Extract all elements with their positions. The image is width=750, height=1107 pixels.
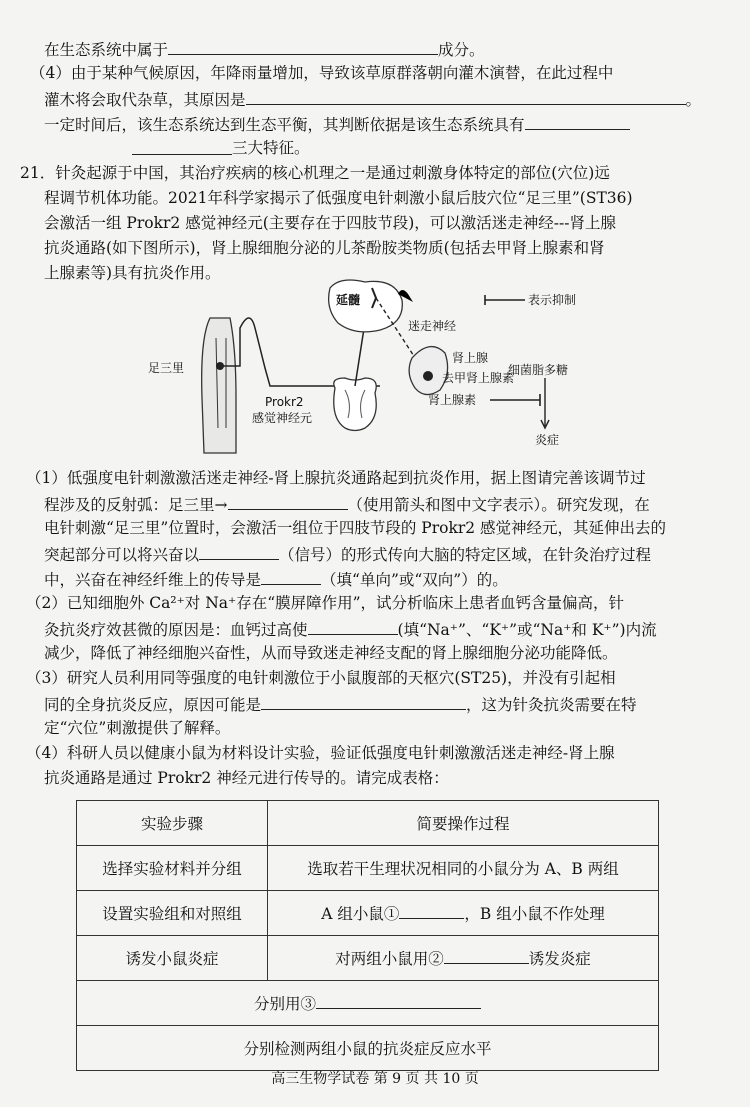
answer-blank-reflex-arc[interactable] [228,493,348,510]
q21-intro-5: 上腺素等)具有抗炎作用。 [44,264,221,282]
q21-4-line-2: 抗炎通路是通过 Prokr2 神经元进行传导的。请完成表格： [44,769,449,787]
table-row [77,846,659,891]
q21-3-line-3: 定“穴位”刺激提供了解释。 [44,719,231,737]
table-header-row [77,801,659,846]
lps-label: 细菌脂多糖 [508,363,569,377]
page-footer: 高三生物学试卷 第 9 页 共 10 页 [271,1071,479,1087]
q21-1-line-5: 中，兴奋在神经纤维上的传导是 （填“单向”或“双向”）的。 [44,568,508,590]
table-row [77,1026,659,1071]
answer-blank-signal[interactable] [199,543,279,560]
adrenaline-label: 肾上腺素 [428,393,477,407]
header-procedure: 简要操作过程 [268,801,659,846]
medulla-label: 延髓 [336,293,361,307]
q20-4-line-2: 灌木将会取代杂草，其原因是 。 [44,88,701,110]
q21-1-line-4: 突起部分可以将兴奋以 （信号）的形式传向大脑的特定区域，在针灸治疗过程 [44,543,651,565]
answer-blank-component[interactable] [168,38,438,55]
q21-2-line-2: 灸抗炎疗效甚微的原因是：血钙过高使 (填“Na⁺”、“K⁺”或“Na⁺和 K⁺”)内流 [44,618,657,640]
vagus-label: 迷走神经 [408,319,457,333]
adrenal-label: 肾上腺 [452,351,489,365]
header-step: 实验步骤 [77,801,268,846]
table-row [77,891,659,936]
cell-step-4: 分别用③ [77,981,659,1026]
sensory-neuron-label: 感觉神经元 [252,411,313,425]
q21-intro-4: 抗炎通路(如下图所示)，肾上腺细胞分泌的儿茶酚胺类物质(包括去甲肾上腺素和肾 [44,239,605,257]
q20-4-line-3: 一定时间后，该生态系统达到生态平衡，其判断依据是该生态系统具有 [44,113,630,135]
answer-blank-ion[interactable] [308,618,398,635]
cell-proc-2: A 组小鼠① ，B 组小鼠不作处理 [268,891,659,936]
q21-intro-2: 程调节机体功能。2021年科学家揭示了低强度电针刺激小鼠后肢穴位“足三里”(ST36) [44,189,633,207]
cell-proc-1: 选取若干生理状况相同的小鼠分为 A、B 两组 [268,846,659,891]
answer-blank-features[interactable] [525,113,630,130]
answer-blank-reason[interactable] [246,88,686,105]
answer-blank-1[interactable] [399,902,464,919]
q21-3-line-1: （3）研究人员利用同等强度的电针刺激位于小鼠腹部的天枢穴(ST25)，并没有引起相 [26,669,616,687]
cell-step-2: 设置实验组和对照组 [77,891,268,936]
q21-1-line-3: 电针刺激“足三里”位置时，会激活一组位于四肢节段的 Prokr2 感觉神经元，其延伸出去的 [44,519,667,537]
q21-intro-1: 21．针灸起源于中国，其治疗疾病的核心机理之一是通过刺激身体特定的部位(穴位)远 [20,164,610,182]
answer-blank-3[interactable] [316,992,481,1009]
prokr2-label: Prokr2 [265,395,304,409]
cell-step-1: 选择实验材料并分组 [77,846,268,891]
q20-4-line: （4）由于某种气候原因，年降雨量增加，导致该草原群落朝向灌木演替，在此过程中 [30,64,614,82]
noradrenaline-label: 去甲肾上腺素 [442,371,515,385]
cell-step-5: 分别检测两组小鼠的抗炎症反应水平 [77,1026,659,1071]
zusanli-label: 足三里 [148,361,185,375]
pathway-diagram [140,278,620,458]
pathway-diagram-svg [140,278,620,458]
table-row [77,936,659,981]
answer-blank-2[interactable] [444,947,529,964]
cell-proc-3: 对两组小鼠用② 诱发炎症 [268,936,659,981]
q21-2-line-3: 减少，降低了神经细胞兴奋性，从而导致迷走神经支配的肾上腺细胞分泌功能降低。 [44,644,618,662]
experiment-table [76,800,659,1071]
answer-blank-direction[interactable] [261,568,321,585]
q21-4-line-1: （4）科研人员以健康小鼠为材料设计实验，验证低强度电针刺激激活迷走神经-肾上腺 [26,744,615,762]
q21-3-line-2: 同的全身抗炎反应，原因可能是 ，这为针灸抗炎需要在特 [44,693,637,715]
q21-1-line-1: （1）低强度电针刺激激活迷走神经-肾上腺抗炎通路起到抗炎作用，据上图请完善该调节过 [26,469,646,487]
q21-1-line-2: 程涉及的反射弧：足三里→ （使用箭头和图中文字表示）。研究发现，在 [44,493,650,515]
q21-intro-3: 会激活一组 Prokr2 感觉神经元(主要存在于四肢节段)，可以激活迷走神经---肾上腺 [44,214,616,232]
cell-step-3: 诱发小鼠炎症 [77,936,268,981]
leg-shape [202,318,236,453]
answer-blank-reason-st25[interactable] [261,693,466,710]
q20-line-1: 在生态系统中属于 成分。 [44,38,485,60]
inflammation-label: 炎症 [535,433,560,447]
q21-2-line-1: （2）已知细胞外 Ca²⁺对 Na⁺存在“膜屏障作用”，试分析临床上患者血钙含量偏高，针 [26,594,625,612]
answer-blank-features-2[interactable] [132,138,232,155]
legend-inhibit-label: 表示抑制 [528,293,577,307]
table-row [77,981,659,1026]
q20-4-line-4: 三大特征。 [232,138,310,158]
